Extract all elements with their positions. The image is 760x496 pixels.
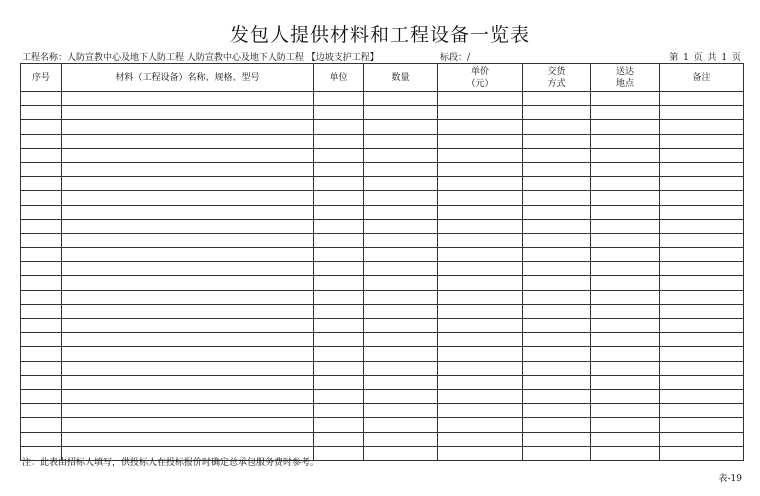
table-cell	[364, 304, 438, 318]
header-material-name: 材料（工程设备）名称、规格、型号	[62, 64, 314, 92]
header-remarks: 备注	[660, 64, 744, 92]
table-cell	[21, 319, 62, 333]
table-cell	[523, 134, 591, 148]
table-cell	[62, 233, 314, 247]
table-cell	[21, 432, 62, 446]
table-cell	[314, 233, 364, 247]
table-row	[21, 191, 744, 205]
table-cell	[438, 233, 523, 247]
table-cell	[591, 418, 660, 432]
table-cell	[364, 162, 438, 176]
table-cell	[660, 248, 744, 262]
table-cell	[62, 148, 314, 162]
table-cell	[523, 233, 591, 247]
table-cell	[438, 319, 523, 333]
table-cell	[660, 432, 744, 446]
table-cell	[591, 219, 660, 233]
table-cell	[660, 290, 744, 304]
table-cell	[62, 290, 314, 304]
table-row	[21, 418, 744, 432]
table-cell	[523, 205, 591, 219]
table-cell	[314, 375, 364, 389]
table-cell	[62, 361, 314, 375]
table-cell	[438, 333, 523, 347]
table-cell	[21, 248, 62, 262]
table-cell	[21, 106, 62, 120]
table-cell	[660, 347, 744, 361]
table-cell	[62, 276, 314, 290]
form-number: 表-19	[718, 474, 742, 484]
table-cell	[314, 219, 364, 233]
table-cell	[660, 375, 744, 389]
table-cell	[62, 248, 314, 262]
table-cell	[591, 333, 660, 347]
table-cell	[21, 304, 62, 318]
table-row	[21, 205, 744, 219]
table-cell	[660, 262, 744, 276]
table-cell	[364, 432, 438, 446]
table-cell	[591, 432, 660, 446]
table-cell	[660, 389, 744, 403]
table-cell	[62, 219, 314, 233]
table-cell	[438, 92, 523, 106]
table-cell	[591, 162, 660, 176]
table-cell	[438, 404, 523, 418]
table-cell	[21, 177, 62, 191]
table-cell	[438, 177, 523, 191]
table-cell	[660, 446, 744, 460]
section-label: 标段：/	[440, 53, 471, 63]
table-row	[21, 219, 744, 233]
table-cell	[364, 404, 438, 418]
table-cell	[364, 418, 438, 432]
page-number: 第 1 页 共 1 页	[669, 53, 742, 63]
table-row	[21, 106, 744, 120]
table-cell	[62, 134, 314, 148]
table-cell	[438, 361, 523, 375]
table-cell	[62, 262, 314, 276]
table-cell	[523, 432, 591, 446]
table-cell	[62, 177, 314, 191]
table-cell	[438, 191, 523, 205]
table-cell	[591, 177, 660, 191]
table-cell	[364, 205, 438, 219]
table-body	[21, 92, 744, 461]
table-cell	[314, 319, 364, 333]
table-cell	[660, 319, 744, 333]
table-cell	[660, 404, 744, 418]
table-row	[21, 120, 744, 134]
table-cell	[314, 333, 364, 347]
table-row	[21, 361, 744, 375]
table-cell	[364, 333, 438, 347]
table-cell	[364, 290, 438, 304]
table-cell	[591, 290, 660, 304]
table-cell	[314, 106, 364, 120]
project-name: 工程名称：人防宣教中心及地下人防工程 人防宣教中心及地下人防工程 【边坡支护工程】	[22, 53, 379, 63]
table-cell	[438, 205, 523, 219]
table-cell	[523, 276, 591, 290]
table-cell	[62, 347, 314, 361]
table-cell	[314, 446, 364, 460]
table-row	[21, 319, 744, 333]
table-cell	[364, 361, 438, 375]
table-row	[21, 375, 744, 389]
table-cell	[660, 304, 744, 318]
table-cell	[523, 191, 591, 205]
table-cell	[523, 319, 591, 333]
table-cell	[314, 248, 364, 262]
header-index: 序号	[21, 64, 62, 92]
table-cell	[21, 205, 62, 219]
table-cell	[364, 106, 438, 120]
table-cell	[660, 162, 744, 176]
table-cell	[660, 233, 744, 247]
header-delivery-method: 交货 方式	[523, 64, 591, 92]
table-cell	[438, 106, 523, 120]
table-cell	[364, 120, 438, 134]
table-cell	[438, 290, 523, 304]
table-cell	[523, 361, 591, 375]
table-cell	[364, 191, 438, 205]
table-cell	[591, 389, 660, 403]
materials-table	[20, 63, 744, 461]
table-cell	[21, 92, 62, 106]
table-cell	[660, 106, 744, 120]
footnote: 注：此表由招标人填写，供投标人在投标报价时确定总承包服务费时参考。	[22, 458, 320, 468]
table-cell	[591, 134, 660, 148]
table-cell	[314, 432, 364, 446]
table-cell	[523, 219, 591, 233]
table-cell	[660, 92, 744, 106]
table-cell	[21, 347, 62, 361]
table-cell	[591, 446, 660, 460]
table-row	[21, 134, 744, 148]
table-cell	[438, 347, 523, 361]
table-cell	[523, 404, 591, 418]
table-cell	[523, 446, 591, 460]
table-cell	[21, 134, 62, 148]
table-cell	[364, 347, 438, 361]
table-cell	[314, 276, 364, 290]
table-cell	[314, 262, 364, 276]
table-cell	[364, 219, 438, 233]
table-row	[21, 162, 744, 176]
table-cell	[314, 191, 364, 205]
table-cell	[660, 177, 744, 191]
table-cell	[591, 361, 660, 375]
table-cell	[21, 120, 62, 134]
table-cell	[660, 361, 744, 375]
table-cell	[21, 290, 62, 304]
table-cell	[523, 177, 591, 191]
table-cell	[62, 205, 314, 219]
table-cell	[21, 375, 62, 389]
table-cell	[314, 347, 364, 361]
table-cell	[21, 233, 62, 247]
table-row	[21, 404, 744, 418]
table-cell	[314, 148, 364, 162]
table-cell	[314, 92, 364, 106]
table-row	[21, 304, 744, 318]
table-cell	[62, 375, 314, 389]
table-cell	[438, 134, 523, 148]
table-cell	[62, 418, 314, 432]
header-delivery-location: 送达 地点	[591, 64, 660, 92]
table-row	[21, 333, 744, 347]
table-cell	[591, 248, 660, 262]
table-cell	[62, 333, 314, 347]
table-cell	[364, 134, 438, 148]
table-cell	[523, 248, 591, 262]
table-cell	[438, 375, 523, 389]
table-cell	[591, 92, 660, 106]
table-cell	[62, 162, 314, 176]
table-cell	[314, 304, 364, 318]
table-cell	[591, 191, 660, 205]
table-cell	[314, 361, 364, 375]
table-row	[21, 92, 744, 106]
table-cell	[523, 120, 591, 134]
table-cell	[364, 177, 438, 191]
table-cell	[523, 148, 591, 162]
table-cell	[21, 162, 62, 176]
page-title: 发包人提供材料和工程设备一览表	[229, 24, 530, 46]
table-cell	[591, 205, 660, 219]
table-cell	[364, 148, 438, 162]
table-cell	[591, 106, 660, 120]
table-cell	[438, 219, 523, 233]
table-cell	[523, 375, 591, 389]
table-cell	[591, 347, 660, 361]
table-row	[21, 347, 744, 361]
table-cell	[21, 404, 62, 418]
table-row	[21, 248, 744, 262]
table-cell	[523, 333, 591, 347]
table-cell	[314, 177, 364, 191]
header-quantity: 数量	[364, 64, 438, 92]
table-cell	[660, 148, 744, 162]
table-cell	[21, 361, 62, 375]
table-cell	[591, 375, 660, 389]
table-cell	[314, 120, 364, 134]
table-cell	[591, 319, 660, 333]
table-cell	[660, 333, 744, 347]
table-cell	[660, 205, 744, 219]
table-cell	[314, 134, 364, 148]
table-cell	[364, 92, 438, 106]
table-cell	[314, 290, 364, 304]
table-cell	[314, 205, 364, 219]
table-cell	[21, 333, 62, 347]
table-cell	[314, 418, 364, 432]
table-cell	[62, 432, 314, 446]
table-row	[21, 262, 744, 276]
table-row	[21, 177, 744, 191]
table-cell	[314, 404, 364, 418]
table-cell	[364, 276, 438, 290]
table-cell	[660, 191, 744, 205]
table-cell	[62, 92, 314, 106]
table-cell	[438, 304, 523, 318]
table-cell	[62, 106, 314, 120]
table-cell	[364, 319, 438, 333]
table-cell	[523, 304, 591, 318]
table-cell	[364, 446, 438, 460]
table-row	[21, 432, 744, 446]
table-cell	[62, 191, 314, 205]
table-cell	[21, 219, 62, 233]
table-cell	[438, 446, 523, 460]
table-cell	[591, 276, 660, 290]
table-cell	[62, 120, 314, 134]
table-cell	[591, 233, 660, 247]
table-cell	[438, 162, 523, 176]
table-row	[21, 276, 744, 290]
table-cell	[364, 262, 438, 276]
table-cell	[438, 418, 523, 432]
table-cell	[660, 418, 744, 432]
table-row	[21, 290, 744, 304]
header-unit-price: 单价 （元）	[438, 64, 523, 92]
table-cell	[364, 233, 438, 247]
table-row	[21, 233, 744, 247]
table-cell	[62, 319, 314, 333]
table-cell	[660, 134, 744, 148]
table-cell	[21, 262, 62, 276]
table-cell	[591, 304, 660, 318]
table-cell	[523, 389, 591, 403]
table-cell	[364, 375, 438, 389]
table-cell	[591, 120, 660, 134]
table-cell	[62, 304, 314, 318]
table-cell	[62, 404, 314, 418]
table-cell	[21, 276, 62, 290]
table-cell	[314, 389, 364, 403]
table-cell	[523, 162, 591, 176]
table-cell	[364, 248, 438, 262]
table-cell	[660, 120, 744, 134]
table-cell	[438, 432, 523, 446]
table-cell	[591, 404, 660, 418]
table-cell	[523, 106, 591, 120]
header-unit: 单位	[314, 64, 364, 92]
table-cell	[438, 248, 523, 262]
table-cell	[438, 148, 523, 162]
table-cell	[364, 389, 438, 403]
table-cell	[523, 347, 591, 361]
table-cell	[314, 162, 364, 176]
table-cell	[21, 148, 62, 162]
table-cell	[62, 389, 314, 403]
table-cell	[438, 276, 523, 290]
table-cell	[591, 148, 660, 162]
table-cell	[438, 262, 523, 276]
table-cell	[21, 191, 62, 205]
table-cell	[21, 389, 62, 403]
table-row	[21, 389, 744, 403]
table-cell	[660, 276, 744, 290]
table-cell	[523, 418, 591, 432]
table-cell	[523, 262, 591, 276]
table-cell	[523, 92, 591, 106]
table-row	[21, 148, 744, 162]
table-cell	[438, 389, 523, 403]
table-header-row	[21, 64, 744, 92]
table-cell	[438, 120, 523, 134]
table-cell	[591, 262, 660, 276]
table-cell	[523, 290, 591, 304]
table-cell	[660, 219, 744, 233]
table-cell	[21, 418, 62, 432]
